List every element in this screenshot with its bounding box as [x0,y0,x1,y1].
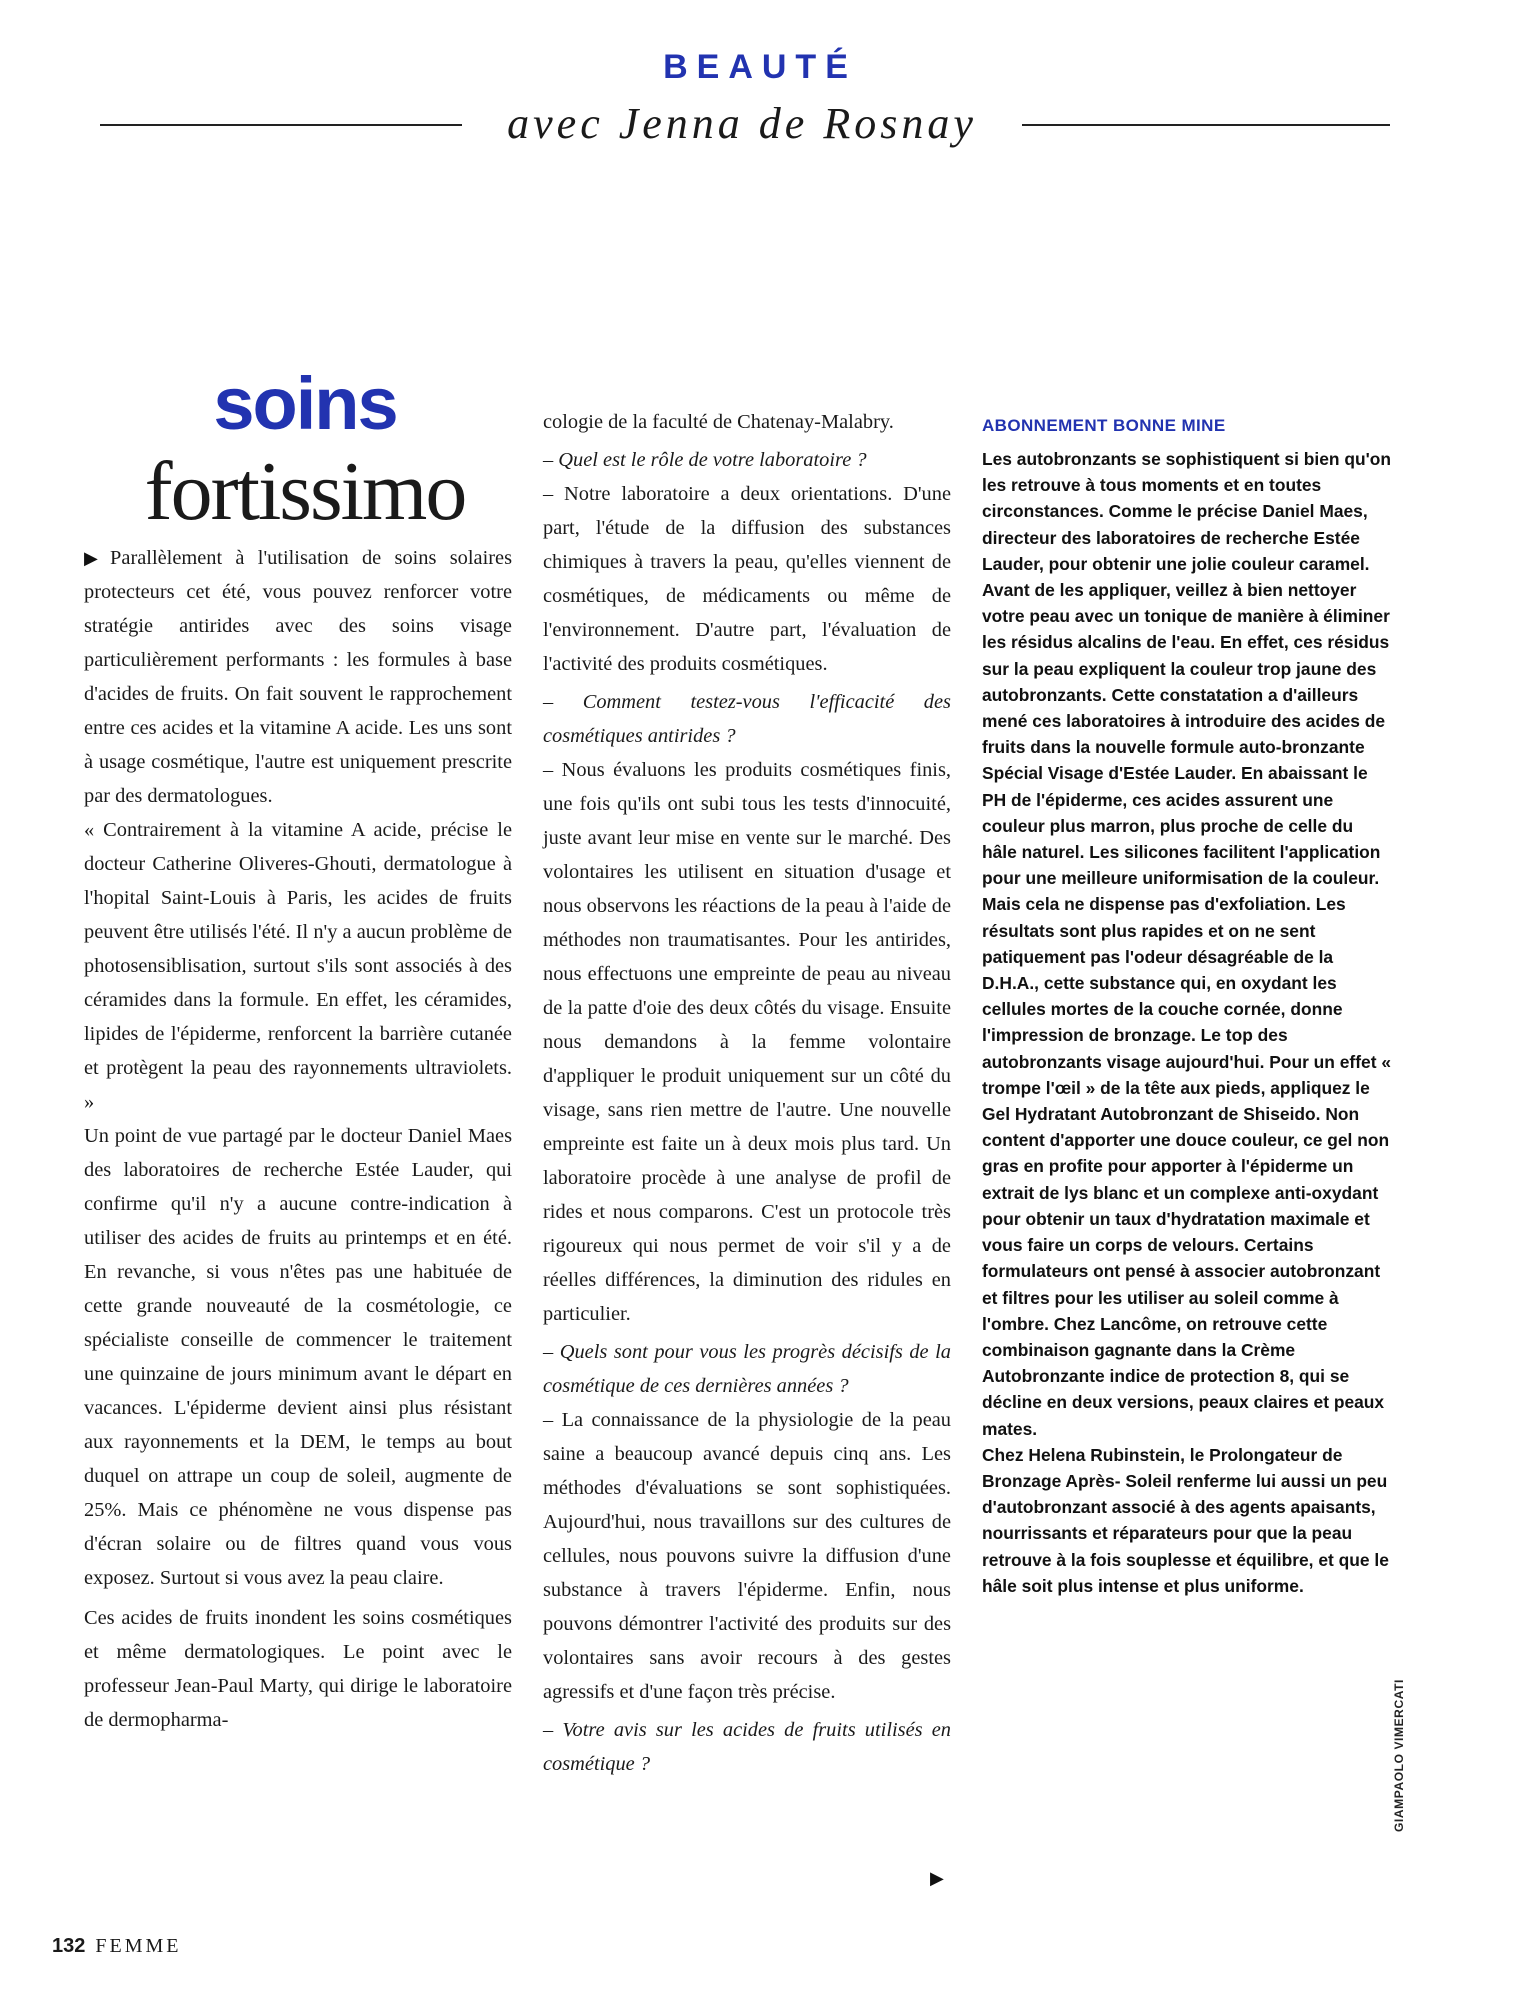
headline-line-1: soins [213,362,397,445]
paragraph: « Contrairement à la vitamine A acide, précise le docteur Catherine Oliveres-Ghouti, dermatologue à l'hopital Saint-Louis à Paris, les acides de fruits peuvent être utilisés l'été. Il n'y a aucun problème de photosensiblisation, surtout s'ils sont associés à des céramides dans la formule. En effet, les céramides, lipides de l'épiderme, renforcent la barrière cutanée et protègent la peau des rayonnements ultraviolets. » [84,819,512,1113]
interview-question: – Quel est le rôle de votre laboratoire ? [543,449,867,471]
paragraph: cologie de la faculté de Chatenay-Malabry. [543,411,894,433]
photo-credit: GIAMPAOLO VIMERCATI [1392,1679,1406,1832]
page-footer [52,1935,182,1958]
interview-answer: – La connaissance de la physiologie de la peau saine a beaucoup avancé depuis cinq ans. Les méthodes d'évaluations se sont sophistiquées. Aujourd'hui, nous travaillons sur des cultures de cellules, nous pouvons suivre la diffusion d'une substance à travers l'épiderme. Enfin, nous pouvons démontrer l'activité des produits sur des volontaires sans avoir recours à des gestes agressifs et d'une façon très précise. [543,1409,951,1703]
paragraph: Un point de vue partagé par le docteur Daniel Maes des laboratoires de recherche Estée Lauder, qui confirme qu'il n'y a aucune contre-indication à utiliser des acides de fruits au printemps et en été. En revanche, si vous n'êtes pas une habituée de cette grande nouveauté de la cosmétologie, ce spécialiste conseille de commencer le traitement une quinzaine de jours minimum avant le départ en vacances. L'épiderme devient ainsi plus résistant aux rayonnements et la DEM, le temps au bout duquel on attrape un coup de soleil, augmente de 25%. Mais ce phénomène ne vous dispense pas d'écran solaire ou de filtres quand vous vous exposez. Surtout si vous avez la peau claire. [84,1125,512,1589]
continue-arrow-icon: ▶ [930,1868,944,1888]
sidebar-paragraph: Les autobronzants se sophistiquent si bien qu'on les retrouve à tous moments et en toutes circonstances. Comme le précise Daniel Maes, directeur des laboratoires de recherche Estée Lauder, pour obtenir une jolie couleur caramel. Avant de les appliquer, veillez à bien nettoyer votre peau avec un tonique de manière à éliminer les résidus alcalins de l'eau. En effet, ces résidus sur la peau expliquent la couleur trop jaune des autobronzants. Cette constatation a d'ailleurs mené ces laboratoires à introduire des acides de fruits dans la nouvelle formule auto-bronzante Spécial Visage d'Estée Lauder. En abaissant le PH de l'épiderme, ces acides assurent une couleur plus marron, plus proche de celle du hâle naturel. Les silicones facilitent l'application pour une meilleure uniformisation de la couleur. Mais cela ne dispense pas d'exfoliation. Les résultats sont plus rapides et on ne sent patiquement pas l'odeur désagréable de la D.H.A., cette substance qui, en oxydant les cellules mortes de la couche cornée, donne l'impression de bronzage. Le top des autobronzants visage aujourd'hui. Pour un effet « trompe l'œil » de la tête aux pieds, appliquez le Gel Hydratant Autobronzant de Shiseido. Non content d'apporter une douce couleur, ce gel non gras en profite pour apporter à l'épiderme un extrait de lys blanc et un complexe anti-oxydant pour obtenir un taux d'hydratation maximale et vous faire un corps de velours. Certains formulateurs ont pensé à associer autobronzant et filtres pour les utiliser au soleil comme à l'ombre. Chez Lancôme, on retrouve cette combinaison gagnante dans la Crème Autobronzante indice de protection 8, qui se décline en deux versions, peaux claires et peaux mates. [982,449,1391,1439]
byline-rule-right [1022,124,1390,126]
section-rubric: BEAUTÉ [663,48,857,86]
byline-row [100,96,1390,152]
page-number: 132 [52,1935,86,1957]
article-column-2 [543,405,951,1781]
sidebar-title: ABONNEMENT BONNE MINE [982,416,1226,435]
sidebar-paragraph: Chez Helena Rubinstein, le Prolongateur de Bronzage Après- Soleil renferme lui aussi un peu d'autobronzant associé à des agents apaisants, nourrissants et réparateurs pour que la peau retrouve à la fois souplesse et équilibre, et que le hâle soit plus intense et plus uniforme. [982,1444,1389,1596]
sidebar-text [982,446,1392,1599]
byline: avec Jenna de Rosnay [507,99,977,148]
interview-answer: – Nous évaluons les produits cosmétiques finis, une fois qu'ils ont subi tous les tests d'innocuité, juste avant leur mise en vente sur le marché. Des volontaires les utilisent en situation d'usage et nous observons les réactions de la peau à l'aide de méthodes non traumatisantes. Pour les antirides, nous effectuons une empreinte de peau au niveau de la patte d'oie des deux côtés du visage. Ensuite nous demandons à la femme volontaire d'appliquer le produit uniquement sur un côté du visage, sans rien mettre de l'autre. Une nouvelle empreinte est faite un à deux mois plus tard. Un laboratoire procède à une analyse de profil de rides et nous comparons. C'est un protocole très rigoureux qui nous permet de voir s'il y a de réelles différences, la diminution des ridules en particulier. [543,759,951,1325]
headline-line-2: fortissimo [144,445,466,538]
interview-question: – Quels sont pour vous les progrès décisifs de la cosmétique de ces dernières années ? [543,1341,951,1397]
magazine-name: FEMME [95,1935,182,1957]
article-column-1 [84,541,512,1737]
arrow-right-icon: ▶ [84,548,107,568]
byline-rule-left [100,124,462,126]
paragraph: Ces acides de fruits inondent les soins cosmétiques et même dermatologiques. Le point avec le professeur Jean-Paul Marty, qui dirige le laboratoire de dermopharma- [84,1607,512,1731]
interview-answer: – Notre laboratoire a deux orientations. D'une part, l'étude de la diffusion des substances chimiques à travers la peau, qu'elles viennent de cosmétiques, de médicaments ou même de l'environnement. D'autre part, l'évaluation de l'activité des produits cosmétiques. [543,483,951,675]
interview-question: – Comment testez-vous l'efficacité des cosmétiques antirides ? [543,691,951,747]
paragraph: ▶ Parallèlement à l'utilisation de soins solaires protecteurs cet été, vous pouvez renforcer votre stratégie antirides avec des soins visage particulièrement performants : les formules à base d'acides de fruits. On fait souvent le rapprochement entre ces acides et la vitamine A acide. Les uns sont à usage cosmétique, l'autre est uniquement prescrite par des dermatologues. [84,547,513,807]
interview-question: – Votre avis sur les acides de fruits utilisés en cosmétique ? [543,1719,951,1775]
